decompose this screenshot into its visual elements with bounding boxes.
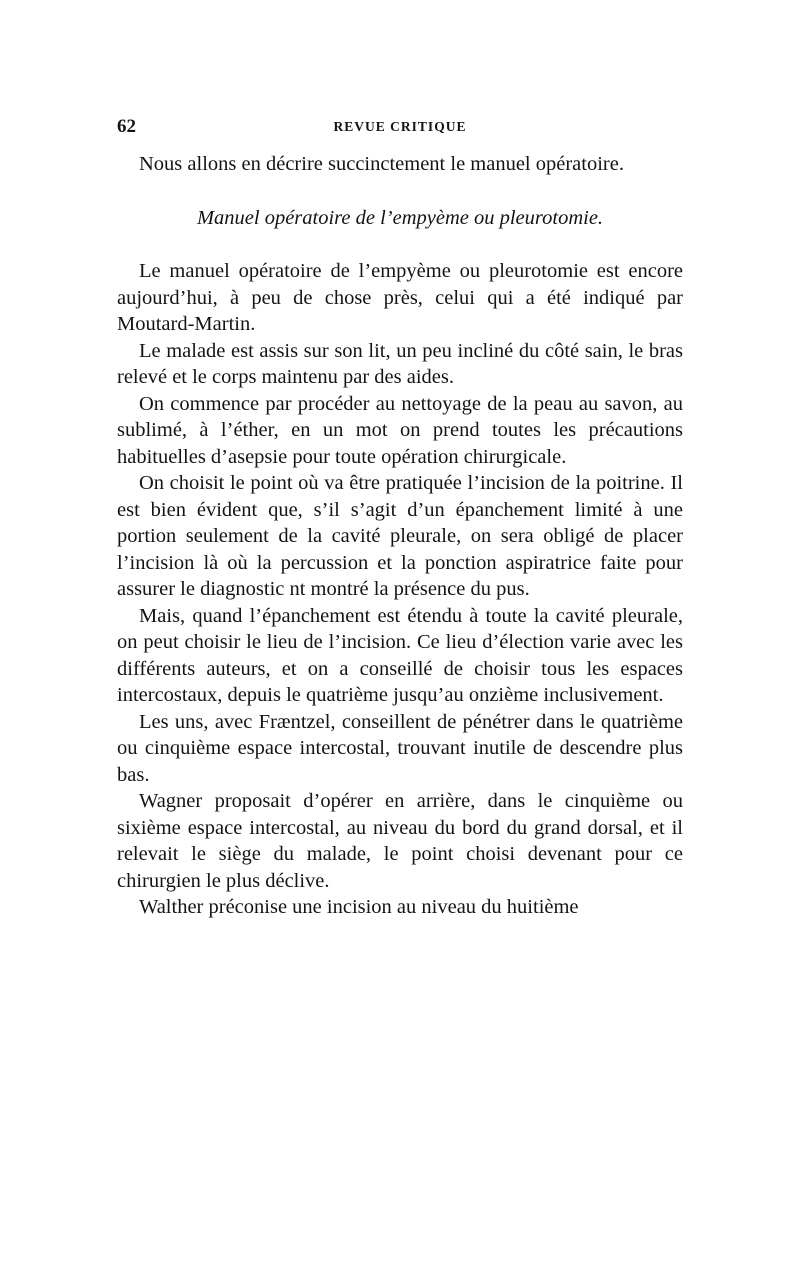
page-number: 62 [117,116,136,137]
paragraph: On choisit le point où va être pratiquée l’incision de la poitrine. Il est bien évident que, s’il s’agit d’un épanchement limité à une portion seulement de la cavité pleurale, on sera obligé de placer l’incision là où la percussion et la ponction aspiratrice faite pour assurer le diagnostic nt montré la présence du pus. [117,472,683,600]
paragraph: Mais, quand l’épanchement est étendu à toute la cavité pleurale, on peut choisir le lieu de l’incision. Ce lieu d’élection varie avec les différents auteurs, et on a conseillé de choisir tous les espaces intercostaux, depuis le quatrième jusqu’au onzième inclusivement. [117,604,683,706]
body-text [117,151,683,921]
paragraph: Le malade est assis sur son lit, un peu incliné du côté sain, le bras relevé et le corps maintenu par des aides. [117,339,683,388]
paragraph: Walther préconise une incision au niveau du huitième [139,896,579,918]
paragraph: On commence par procéder au nettoyage de la peau au savon, au sublimé, à l’éther, en un mot on prend toutes les précautions habituelles d’asepsie pour toute opération chirurgicale. [117,392,683,468]
paragraph: Wagner proposait d’opérer en arrière, dans le cinquième ou sixième espace intercostal, au niveau du bord du grand dorsal, et il relevait le siège du malade, le point choisi devenant pour ce chirurgien le plus déclive. [117,790,683,892]
section-title: Manuel opératoire de l’empyème ou pleurotomie. [196,206,604,229]
running-title: REVUE CRITIQUE [333,119,467,134]
paragraph: Nous allons en décrire succinctement le manuel opératoire. [139,153,624,175]
paragraph: Les uns, avec Fræntzel, conseillent de pénétrer dans le quatrième ou cinquième espace intercostal, trouvant inutile de descendre plus bas. [117,710,683,786]
page-header [117,116,683,140]
paragraph: Le manuel opératoire de l’empyème ou pleurotomie est encore aujourd’hui, à peu de chose près, celui qui a été indiqué par Moutard-Martin. [117,260,683,335]
